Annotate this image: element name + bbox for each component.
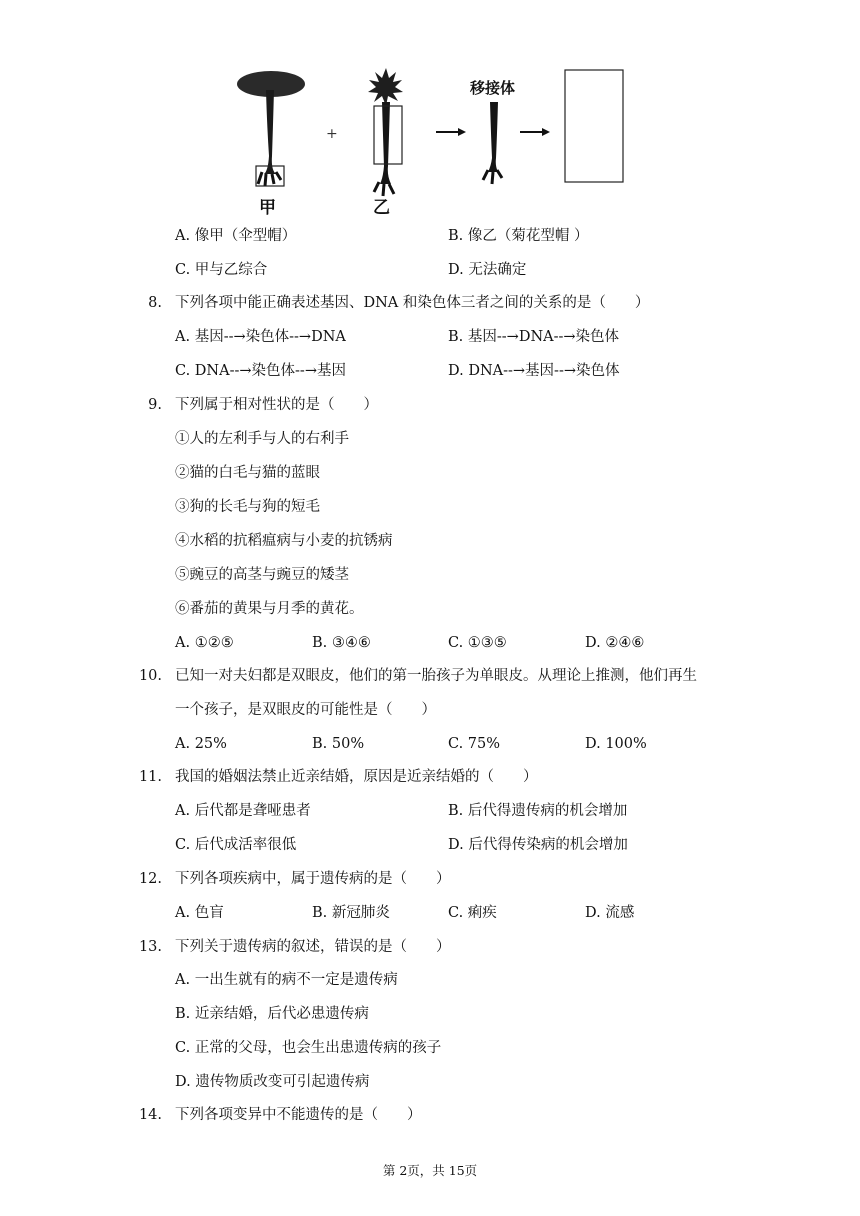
q11-option-a: A. 后代都是聋哑患者: [175, 803, 311, 819]
q9-item: ③狗的长毛与狗的短毛: [175, 499, 320, 515]
q12-number: 12.: [138, 871, 162, 887]
label-graft: 移接体: [470, 79, 516, 97]
q9-item: ⑤豌豆的高茎与豌豆的矮茎: [175, 567, 349, 583]
q9-item: ②猫的白毛与猫的蓝眼: [175, 465, 320, 481]
q9-option-a: A. ①②⑤: [175, 635, 234, 651]
grafting-experiment-diagram: [236, 66, 626, 216]
jia-umbrella-alga: [237, 71, 305, 186]
q7-option-b: B. 像乙（菊花型帽 ）: [448, 228, 589, 244]
q14-stem: 下列各项变异中不能遗传的是（ ）: [175, 1107, 422, 1123]
q10-stem-line2: 一个孩子，是双眼皮的可能性是（ ）: [175, 702, 436, 718]
q13-number: 13.: [138, 939, 162, 955]
q8-option-b: B. 基因--→DNA--→染色体: [448, 329, 620, 345]
q8-stem: 下列各项中能正确表述基因、DNA 和染色体三者之间的关系的是（ ）: [175, 295, 650, 311]
q10-option-d: D. 100%: [585, 736, 647, 752]
graft-body-alga: [483, 102, 502, 184]
page-footer: 第 2页，共 15页: [382, 1163, 478, 1178]
q11-option-c: C. 后代成活率很低: [175, 837, 297, 853]
q12-option-d: D. 流感: [585, 905, 635, 921]
q10-option-b: B. 50%: [312, 736, 365, 752]
q14-number: 14.: [138, 1107, 162, 1123]
q13-option-c: C. 正常的父母，也会生出患遗传病的孩子: [175, 1040, 442, 1056]
q9-item: ⑥番茄的黄果与月季的黄花。: [175, 601, 364, 617]
q11-number: 11.: [138, 769, 162, 785]
q9-item: ①人的左利手与人的右利手: [175, 431, 349, 447]
q8-option-c: C. DNA--→染色体--→基因: [175, 363, 346, 379]
q9-number: 9.: [148, 397, 162, 413]
answer-box: [565, 70, 623, 182]
q13-option-a: A. 一出生就有的病不一定是遗传病: [175, 972, 398, 988]
q11-stem: 我国的婚姻法禁止近亲结婚，原因是近亲结婚的（ ）: [175, 769, 538, 785]
yi-chrysanthemum-alga: [368, 68, 403, 196]
q10-option-c: C. 75%: [448, 736, 501, 752]
q10-option-a: A. 25%: [175, 736, 227, 752]
arrow-right-icon: [436, 128, 466, 136]
q9-item: ④水稻的抗稻瘟病与小麦的抗锈病: [175, 533, 393, 549]
q10-stem-line1: 已知一对夫妇都是双眼皮，他们的第一胎孩子为单眼皮。从理论上推测，他们再生: [175, 668, 697, 684]
q12-stem: 下列各项疾病中，属于遗传病的是（ ）: [175, 871, 451, 887]
plus-sign: +: [326, 126, 338, 142]
q11-option-b: B. 后代得遗传病的机会增加: [448, 803, 628, 819]
q7-option-c: C. 甲与乙综合: [175, 262, 268, 278]
q12-option-c: C. 痢疾: [448, 905, 497, 921]
q12-option-a: A. 色盲: [175, 905, 224, 921]
q12-option-b: B. 新冠肺炎: [312, 905, 390, 921]
q7-option-d: D. 无法确定: [448, 262, 527, 278]
q7-option-a: A. 像甲（伞型帽）: [175, 228, 297, 244]
arrow-right-icon: [520, 128, 550, 136]
q13-option-d: D. 遗传物质改变可引起遗传病: [175, 1074, 370, 1090]
q9-option-d: D. ②④⑥: [585, 635, 645, 651]
q11-option-d: D. 后代得传染病的机会增加: [448, 837, 628, 853]
q8-option-d: D. DNA--→基因--→染色体: [448, 363, 620, 379]
q10-number: 10.: [138, 668, 162, 684]
label-yi: 乙: [373, 198, 390, 216]
q8-option-a: A. 基因--→染色体--→DNA: [175, 329, 346, 345]
q8-number: 8.: [148, 295, 162, 311]
label-jia: 甲: [259, 198, 276, 216]
q13-option-b: B. 近亲结婚，后代必患遗传病: [175, 1006, 369, 1022]
q9-option-b: B. ③④⑥: [312, 635, 371, 651]
q9-option-c: C. ①③⑤: [448, 635, 507, 651]
q9-stem: 下列属于相对性状的是（ ）: [175, 397, 378, 413]
q13-stem: 下列关于遗传病的叙述，错误的是（ ）: [175, 939, 451, 955]
